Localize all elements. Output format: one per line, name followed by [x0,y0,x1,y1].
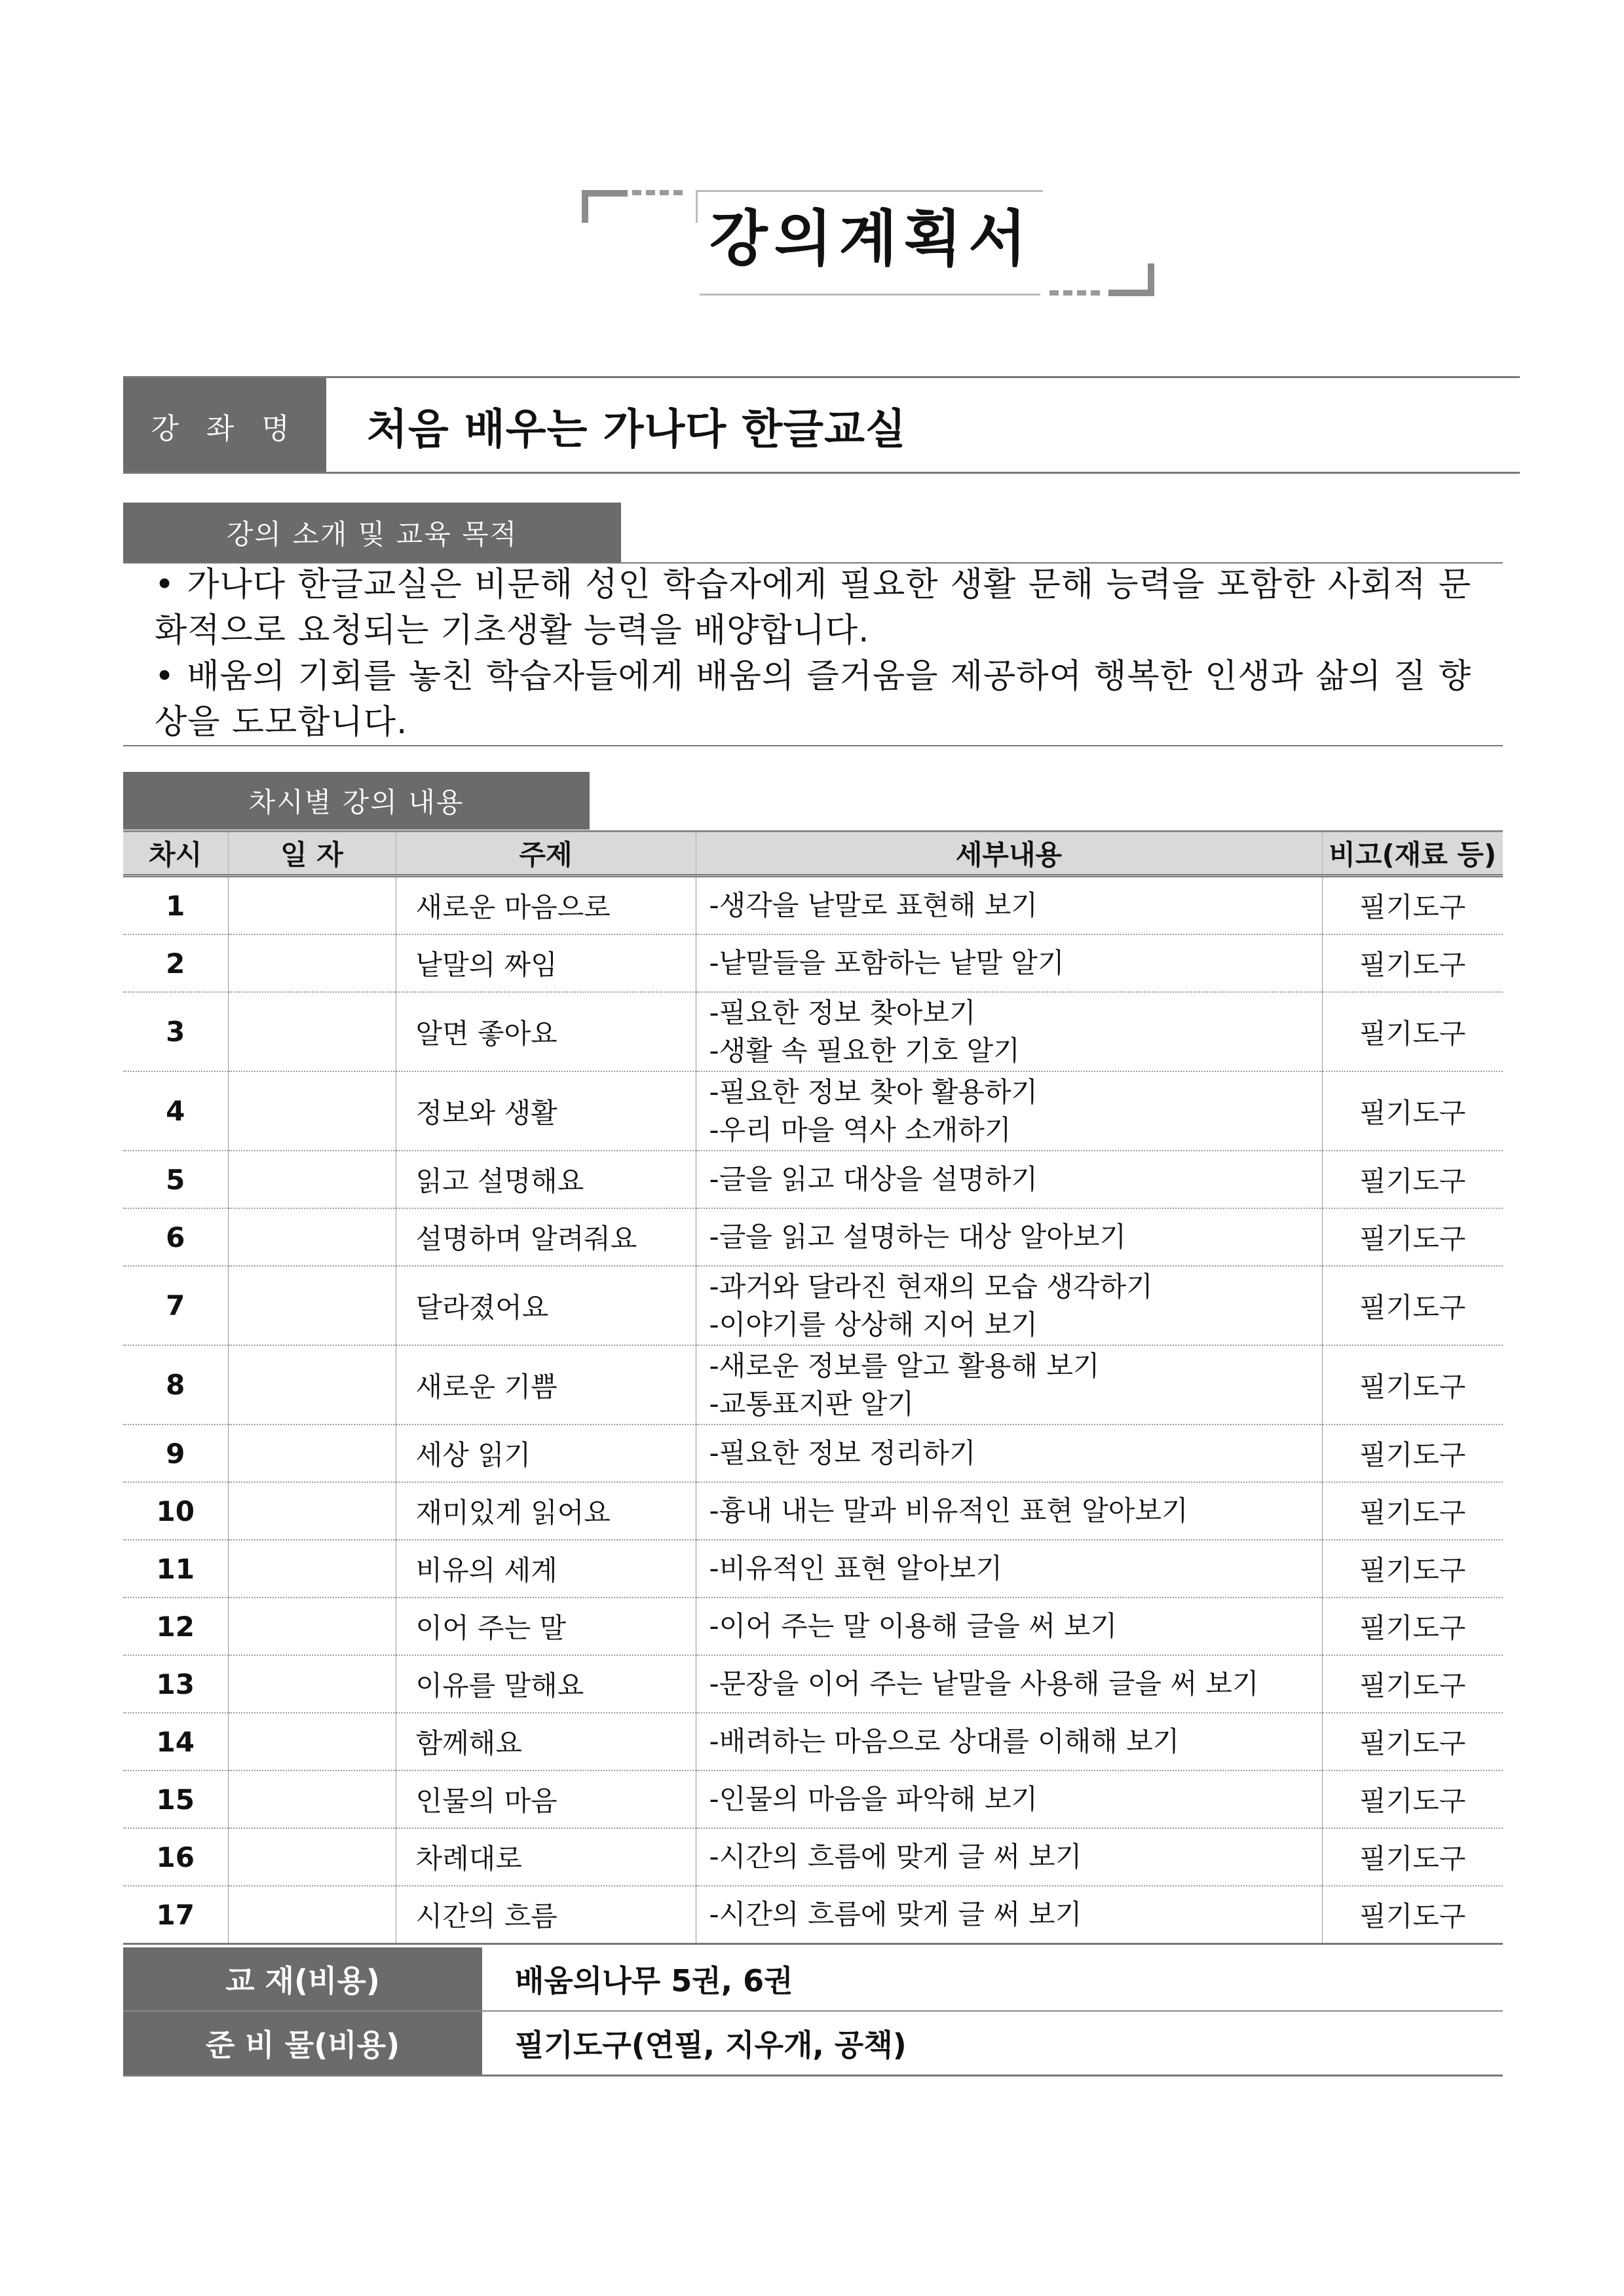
session-date [228,876,396,935]
session-number: 12 [123,1598,228,1655]
session-note: 필기도구 [1322,1540,1503,1598]
session-note: 필기도구 [1322,1713,1503,1770]
course-label: 강 좌 명 [123,378,326,473]
detail-line: -생활 속 필요한 기호 알기 [709,1034,1020,1067]
title-frame-dash [673,190,683,195]
session-date [228,1828,396,1886]
session-topic: 이유를 말해요 [396,1655,696,1713]
intro-bottom-rule [123,745,1503,746]
table-row [123,1540,1503,1598]
intro-paragraph: • 배움의 기회를 놓친 학습자들에게 배움의 즐거움을 제공하여 행복한 인생과 삶의 질 향상을 도모합니다. [155,657,1471,742]
session-details [696,1713,1322,1770]
session-details [696,1151,1322,1208]
table-row [123,1071,1503,1151]
detail-line: -배려하는 마음으로 상대를 이해해 보기 [709,1725,1180,1757]
session-details [696,1540,1322,1598]
detail-line: -이야기를 상상해 지어 보기 [709,1308,1038,1341]
supplies-row [123,2012,1503,2076]
column-header-note: 비고(재료 등) [1322,832,1503,876]
session-date [228,1770,396,1828]
session-number: 10 [123,1482,228,1540]
session-number: 3 [123,992,228,1071]
session-note: 필기도구 [1322,1208,1503,1266]
session-details [696,1598,1322,1655]
supplies-value: 필기도구(연필, 지우개, 공책) [515,2027,907,2063]
textbook-label: 교 재(비용) [123,1947,482,2010]
session-topic: 이어 주는 말 [396,1598,696,1655]
detail-line: -시간의 흐름에 맞게 글 써 보기 [709,1898,1082,1930]
intro-text [155,562,1471,746]
title-frame-right-vertical [1148,263,1154,296]
session-details [696,1345,1322,1425]
session-topic: 차례대로 [396,1828,696,1886]
session-note: 필기도구 [1322,1598,1503,1655]
session-date [228,1655,396,1713]
session-date [228,992,396,1071]
session-details [696,1425,1322,1482]
session-number: 6 [123,1208,228,1266]
course-bottom-rule [123,472,1520,474]
title-top-rule [696,190,1043,192]
session-note: 필기도구 [1322,1770,1503,1828]
table-row [123,1482,1503,1540]
session-details [696,1828,1322,1886]
session-date [228,1713,396,1770]
session-date [228,1151,396,1208]
detail-line: -새로운 정보를 알고 활용해 보기 [709,1349,1100,1382]
title-frame-left-top [582,190,628,197]
table-row [123,1886,1503,1944]
detail-line: -필요한 정보 찾아보기 [709,996,976,1029]
session-note: 필기도구 [1322,1425,1503,1482]
table-row [123,1828,1503,1886]
session-topic: 함께해요 [396,1713,696,1770]
detail-line: -글을 읽고 대상을 설명하기 [709,1163,1038,1195]
session-details [696,1071,1322,1151]
session-topic: 세상 읽기 [396,1425,696,1482]
intro-heading: 강의 소개 및 교육 목적 [123,503,621,563]
column-header-details: 세부내용 [696,832,1322,876]
table-row [123,992,1503,1071]
schedule-table [123,830,1503,1945]
title-frame-dash [1091,290,1100,296]
detail-line: -과거와 달라진 현재의 모습 생각하기 [709,1270,1153,1303]
textbook-row [123,1947,1503,2012]
table-row [123,1713,1503,1770]
session-topic: 읽고 설명해요 [396,1151,696,1208]
session-date [228,1266,396,1345]
table-row [123,1345,1503,1425]
session-topic: 새로운 기쁨 [396,1345,696,1425]
textbook-value: 배움의나무 5권, 6권 [515,1963,793,1999]
session-topic: 정보와 생활 [396,1071,696,1151]
session-number: 8 [123,1345,228,1425]
session-topic: 설명하며 알려줘요 [396,1208,696,1266]
table-row [123,1266,1503,1345]
session-date [228,1208,396,1266]
detail-line: -필요한 정보 정리하기 [709,1437,976,1469]
table-row [123,876,1503,935]
session-number: 15 [123,1770,228,1828]
detail-line: -비유적인 표현 알아보기 [709,1552,1003,1584]
session-details [696,1266,1322,1345]
session-topic: 알면 좋아요 [396,992,696,1071]
session-date [228,1598,396,1655]
session-number: 9 [123,1425,228,1482]
detail-line: -이어 주는 말 이용해 글을 써 보기 [709,1610,1118,1642]
session-number: 4 [123,1071,228,1151]
title-bottom-rule [700,294,1040,296]
session-note: 필기도구 [1322,1886,1503,1944]
detail-line: -낱말들을 포함하는 낱말 알기 [709,947,1065,979]
session-date [228,1425,396,1482]
table-row [123,1151,1503,1208]
session-details [696,934,1322,992]
page-title: 강의계획서 [709,204,1034,274]
session-note: 필기도구 [1322,1151,1503,1208]
detail-line: -문장을 이어 주는 낱말을 사용해 글을 써 보기 [709,1668,1259,1700]
session-number: 1 [123,876,228,935]
session-note: 필기도구 [1322,992,1503,1071]
session-details [696,876,1322,935]
column-header-topic: 주제 [396,832,696,876]
session-details [696,1770,1322,1828]
session-number: 11 [123,1540,228,1598]
title-frame-dash [632,190,641,195]
table-row [123,1598,1503,1655]
session-note: 필기도구 [1322,1482,1503,1540]
table-row [123,1655,1503,1713]
detail-line: -흉내 내는 말과 비유적인 표현 알아보기 [709,1495,1188,1527]
session-note: 필기도구 [1322,1266,1503,1345]
detail-line: -인물의 마음을 파악해 보기 [709,1783,1038,1815]
session-date [228,1540,396,1598]
session-number: 17 [123,1886,228,1944]
session-date [228,1071,396,1151]
session-date [228,1345,396,1425]
detail-line: -필요한 정보 찾아 활용하기 [709,1075,1038,1108]
session-details [696,1886,1322,1944]
session-date [228,934,396,992]
session-topic: 낱말의 짜임 [396,934,696,992]
session-topic: 새로운 마음으로 [396,876,696,935]
session-note: 필기도구 [1322,1071,1503,1151]
title-frame-dash [660,190,669,195]
title-frame-dash [646,190,655,195]
detail-line: -교통표지판 알기 [709,1387,915,1420]
detail-line: -생각을 낱말로 표현해 보기 [709,889,1038,921]
table-row [123,1425,1503,1482]
session-topic: 재미있게 읽어요 [396,1482,696,1540]
session-topic: 달라졌어요 [396,1266,696,1345]
session-details [696,1655,1322,1713]
title-frame-dash [1077,290,1086,296]
course-name: 처음 배우는 가나다 한글교실 [367,405,907,454]
session-topic: 인물의 마음 [396,1770,696,1828]
detail-line: -우리 마을 역사 소개하기 [709,1113,1011,1146]
session-note: 필기도구 [1322,1345,1503,1425]
intro-paragraph: • 가나다 한글교실은 비문해 성인 학습자에게 필요한 생활 문해 능력을 포함한 사회적 문화적으로 요청되는 기초생활 능력을 배양합니다. [155,565,1471,650]
table-row [123,1208,1503,1266]
session-note: 필기도구 [1322,1828,1503,1886]
session-number: 5 [123,1151,228,1208]
session-date [228,1886,396,1944]
session-number: 7 [123,1266,228,1345]
title-frame-dash [1049,290,1059,296]
supplies-label: 준 비 물(비용) [123,2012,482,2075]
session-details [696,1482,1322,1540]
table-row [123,934,1503,992]
table-row [123,1770,1503,1828]
session-date [228,1482,396,1540]
column-header-date: 일 자 [228,832,396,876]
session-note: 필기도구 [1322,1655,1503,1713]
session-topic: 시간의 흐름 [396,1886,696,1944]
session-number: 13 [123,1655,228,1713]
detail-line: -시간의 흐름에 맞게 글 써 보기 [709,1841,1082,1873]
session-note: 필기도구 [1322,934,1503,992]
session-details [696,1208,1322,1266]
session-details [696,992,1322,1071]
detail-line: -글을 읽고 설명하는 대상 알아보기 [709,1221,1127,1253]
column-header-session: 차시 [123,832,228,876]
session-number: 16 [123,1828,228,1886]
title-frame-dash [1063,290,1072,296]
session-number: 14 [123,1713,228,1770]
session-number: 2 [123,934,228,992]
session-topic: 비유의 세계 [396,1540,696,1598]
schedule-heading: 차시별 강의 내용 [123,772,590,830]
schedule-header-row [123,832,1503,876]
session-note: 필기도구 [1322,876,1503,935]
